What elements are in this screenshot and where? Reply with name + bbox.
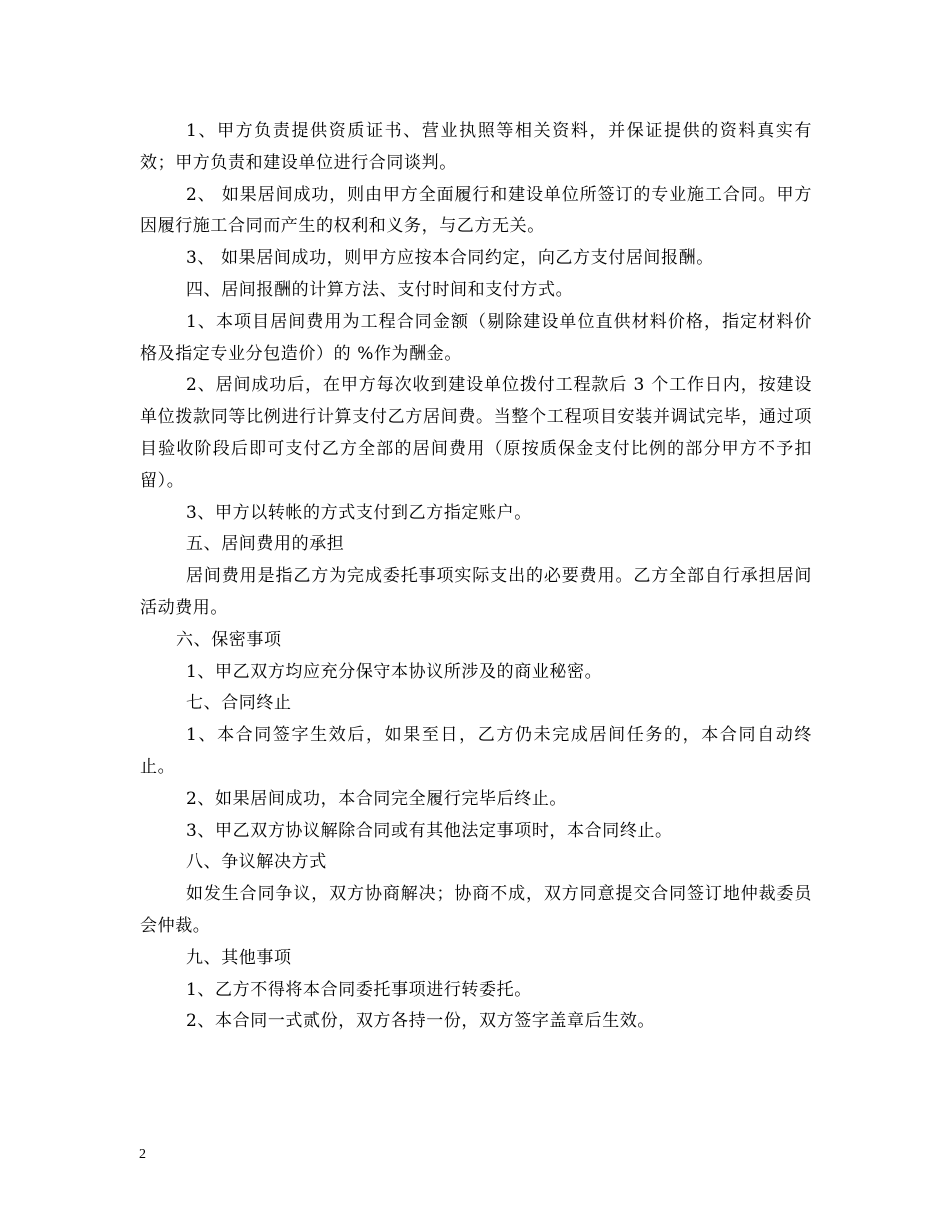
clause-paragraph: 2、 如果居间成功，则由甲方全面履行和建设单位所签订的专业施工合同。甲方因履行施工合同而产生的权利和义务，与乙方无关。 xyxy=(140,184,812,237)
section-heading: 六、保密事项 xyxy=(176,629,282,650)
page-number: 2 xyxy=(139,1147,146,1162)
clause-paragraph: 如发生合同争议，双方协商解决；协商不成，双方同意提交合同签订地仲裁委员会仲裁。 xyxy=(140,884,812,936)
section-heading: 七、合同终止 xyxy=(186,693,292,714)
clause-paragraph: 居间费用是指乙方为完成委托事项实际支出的必要费用。乙方全部自行承担居间活动费用。 xyxy=(140,566,812,618)
clause-paragraph: 1、甲乙双方均应充分保守本协议所涉及的商业秘密。 xyxy=(186,661,603,682)
section-heading: 五、居间费用的承担 xyxy=(186,534,345,555)
clause-paragraph: 2、本合同一式贰份，双方各持一份，双方签字盖章后生效。 xyxy=(186,1011,656,1032)
clause-paragraph: 1、本合同签字生效后，如果至日，乙方仍未完成居间任务的，本合同自动终止。 xyxy=(140,725,812,777)
section-heading: 四、居间报酬的计算方法、支付时间和支付方式。 xyxy=(186,279,574,300)
clause-paragraph: 2、如果居间成功，本合同完全履行完毕后终止。 xyxy=(186,788,568,809)
section-heading: 八、争议解决方式 xyxy=(186,852,327,873)
clause-paragraph: 3、 如果居间成功，则甲方应按本合同约定，向乙方支付居间报酬。 xyxy=(186,248,714,269)
section-heading: 九、其他事项 xyxy=(186,947,292,968)
clause-paragraph: 2、居间成功后，在甲方每次收到建设单位拨付工程款后 3 个工作日内，按建设单位拨款同等比例进行计算支付乙方居间费。当整个工程项目安装并调试完毕，通过项目验收阶段后即可支付乙方全部的居间费用（原按质保金支付比例的部分甲方不予扣留）。 xyxy=(140,375,812,491)
clause-paragraph: 1、本项目居间费用为工程合同金额（剔除建设单位直供材料价格，指定材料价格及指定专业分包造价）的 %作为酬金。 xyxy=(140,311,812,364)
document-body xyxy=(140,116,812,1038)
clause-paragraph: 3、甲方以转帐的方式支付到乙方指定账户。 xyxy=(186,502,532,523)
clause-paragraph: 3、甲乙双方协议解除合同或有其他法定事项时，本合同终止。 xyxy=(186,820,673,841)
clause-paragraph: 1、甲方负责提供资质证书、营业执照等相关资料，并保证提供的资料真实有效；甲方负责和建设单位进行合同谈判。 xyxy=(140,121,812,173)
clause-paragraph: 1、乙方不得将本合同委托事项进行转委托。 xyxy=(186,979,532,1000)
